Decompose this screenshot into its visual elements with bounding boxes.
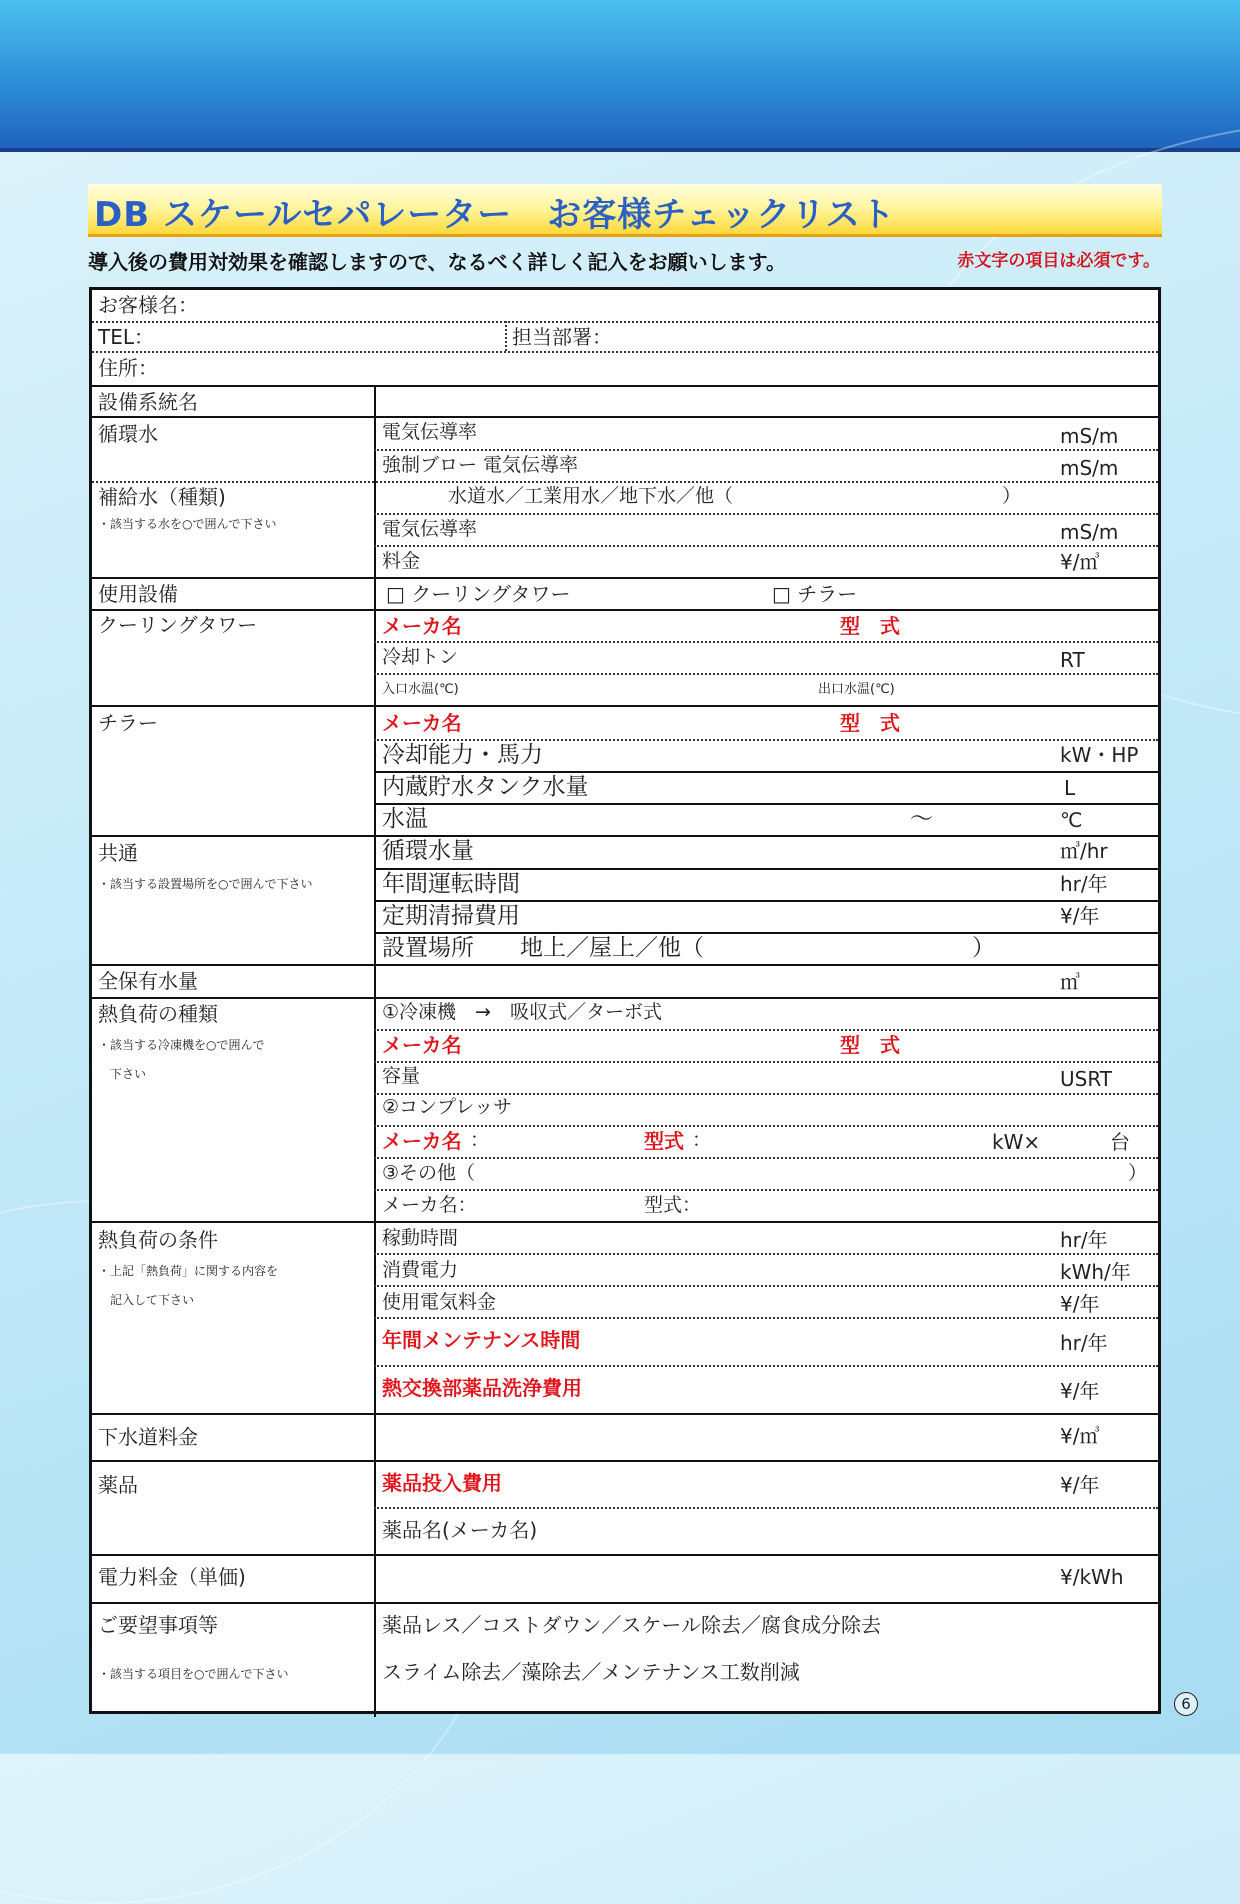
hl-refrigerator: ①冷凍機 → 吸収式／ターボ式 [382, 1001, 662, 1023]
row-line [374, 1125, 1158, 1127]
common-note: ・該当する設置場所を○で囲んで下さい [98, 877, 313, 891]
hl-capacity: 容量 [382, 1065, 421, 1087]
row-line [374, 803, 1158, 805]
row-line [374, 1061, 1158, 1063]
page-title: DB スケールセパレーター お客様チェックリスト [94, 195, 896, 235]
row-line [92, 835, 1158, 837]
heat-load-cond-note: ・上記「熱負荷」に関する内容を [98, 1264, 279, 1278]
row-line [374, 641, 1158, 643]
row-line [92, 1221, 1158, 1223]
address-label: 住所： [98, 356, 158, 380]
hl-other-close: ） [1128, 1162, 1148, 1184]
row-line [374, 1365, 1158, 1367]
hc-wash: 熱交換部薬品洗浄費用 [382, 1376, 582, 1400]
system-name-label: 設備系統名 [98, 390, 198, 414]
common-hours: 年間運転時間 [382, 871, 520, 897]
common-location: 設置場所 地上／屋上／他（ [382, 935, 704, 961]
makeup-conductivity: 電気伝導率 [382, 518, 478, 540]
hl-comp-maker-colon: ： [470, 1129, 490, 1151]
common-flow-unit: ㎥/hr [1060, 839, 1108, 863]
hl-model-label: 型 式 [840, 1033, 900, 1057]
row-line [92, 1554, 1158, 1556]
row-line [374, 449, 1158, 451]
hl-comp-kw: kW× [992, 1130, 1041, 1154]
makeup-conductivity-unit: mS/m [1060, 520, 1119, 544]
row-line [374, 771, 1158, 773]
common-label: 共通 [98, 841, 138, 865]
hl-comp-units: 台 [1110, 1130, 1130, 1154]
chiller-tank: 内蔵貯水タンク水量 [382, 774, 589, 800]
heat-load-type-note: ・該当する冷凍機を○で囲んで [98, 1038, 265, 1052]
row-line [374, 545, 1158, 547]
sewer-label: 下水道料金 [98, 1425, 198, 1449]
row-line [92, 351, 1158, 353]
required-note: 赤文字の項目は必須です。 [957, 251, 1160, 271]
row-line [92, 1460, 1158, 1462]
circ-conductivity-unit: mS/m [1060, 424, 1119, 448]
row-line [92, 321, 1158, 323]
hl-maker-label: メーカ名 [382, 1033, 462, 1057]
checklist-form [89, 287, 1161, 1714]
column-divider [374, 385, 376, 1717]
row-line [92, 577, 1158, 579]
row-line [374, 513, 1158, 515]
row-line [374, 1507, 1158, 1509]
hl-compressor: ②コンプレッサ [382, 1096, 513, 1118]
makeup-water-types-close: ） [1002, 485, 1022, 507]
makeup-fee-unit: ¥/㎥ [1060, 550, 1100, 574]
common-location-close: ） [972, 935, 995, 961]
total-water-label: 全保有水量 [98, 969, 198, 993]
row-line [374, 1093, 1158, 1095]
heat-load-type-label: 熱負荷の種類 [98, 1002, 218, 1026]
ct-inlet: 入口水温(℃) [382, 682, 459, 697]
chiller-label: チラー [98, 711, 158, 735]
row-line [92, 1413, 1158, 1415]
ct-ton: 冷却トン [382, 646, 459, 668]
hc-electricity-unit: ¥/年 [1060, 1292, 1100, 1316]
hc-power: 消費電力 [382, 1259, 459, 1281]
row-line [92, 416, 1158, 418]
power-rate-unit: ¥/kWh [1060, 1565, 1124, 1589]
common-cleaning-unit: ¥/年 [1060, 904, 1100, 928]
circulating-water-label: 循環水 [98, 422, 158, 446]
requests-label: ご要望事項等 [98, 1613, 218, 1637]
ct-model-label: 型 式 [840, 614, 900, 638]
row-line [374, 1189, 1158, 1191]
total-water-unit: ㎥ [1060, 970, 1080, 994]
equipment-label: 使用設備 [98, 582, 178, 606]
hl-comp-model-label: 型式 [644, 1129, 684, 1153]
sewer-unit: ¥/㎥ [1060, 1424, 1100, 1448]
hc-operation: 稼動時間 [382, 1227, 459, 1249]
row-line [92, 705, 1158, 707]
tel-dept-divider [505, 321, 507, 351]
heat-load-cond-note: 記入して下さい [110, 1293, 195, 1307]
common-flow: 循環水量 [382, 838, 474, 864]
hl-other: ③その他（ [382, 1162, 476, 1184]
hc-wash-unit: ¥/年 [1060, 1379, 1100, 1403]
hl-other-maker: メーカ名： [382, 1194, 477, 1216]
customer-name-label: お客様名： [98, 293, 198, 317]
chiller-temp: 水温 [382, 806, 428, 832]
common-hours-unit: hr/年 [1060, 872, 1108, 896]
hl-capacity-unit: USRT [1060, 1067, 1112, 1091]
row-line [374, 1029, 1158, 1031]
row-line [92, 964, 1158, 966]
row-line [374, 900, 1158, 902]
dept-label: 担当部署： [512, 325, 612, 349]
chiller-temp-unit: ℃ [1060, 808, 1083, 832]
title-bar [88, 184, 1162, 237]
ct-outlet: 出口水温(℃) [818, 682, 895, 697]
row-line [92, 481, 1158, 483]
hc-maintenance-unit: hr/年 [1060, 1331, 1108, 1355]
cooling-tower-label: クーリングタワー [98, 613, 258, 637]
hc-power-unit: kWh/年 [1060, 1260, 1131, 1284]
header-band [0, 0, 1240, 152]
page-number: 6 [1174, 1692, 1198, 1716]
row-line [92, 385, 1158, 387]
row-line [374, 1253, 1158, 1255]
circ-conductivity: 電気伝導率 [382, 421, 478, 443]
power-rate-label: 電力料金（単価) [98, 1565, 246, 1589]
circ-blow-unit: mS/m [1060, 456, 1119, 480]
makeup-water-label: 補給水（種類) [98, 485, 226, 509]
equipment-chiller-checkbox[interactable]: □ チラー [772, 582, 858, 606]
row-line [374, 1157, 1158, 1159]
chemicals-label: 薬品 [98, 1473, 138, 1497]
common-cleaning: 定期清掃費用 [382, 903, 520, 929]
makeup-fee: 料金 [382, 550, 421, 572]
chiller-capacity: 冷却能力・馬力 [382, 742, 543, 768]
ct-ton-unit: RT [1060, 648, 1085, 672]
chem-cost-unit: ¥/年 [1060, 1473, 1100, 1497]
row-line [374, 1317, 1158, 1319]
row-line [92, 1602, 1158, 1604]
chiller-model-label: 型 式 [840, 711, 900, 735]
circ-blow-conductivity: 強制ブロー 電気伝導率 [382, 454, 579, 476]
heat-load-cond-label: 熱負荷の条件 [98, 1228, 218, 1252]
row-line [92, 997, 1158, 999]
row-line [374, 673, 1158, 675]
ct-maker-label: メーカ名 [382, 614, 462, 638]
equipment-cooling-tower-checkbox[interactable]: □ クーリングタワー [386, 582, 571, 606]
chiller-capacity-unit: kW・HP [1060, 743, 1139, 767]
makeup-water-types: 水道水／工業用水／地下水／他（ [448, 485, 734, 507]
makeup-water-note: ・該当する水を○で囲んで下さい [98, 517, 277, 531]
hc-maintenance: 年間メンテナンス時間 [382, 1328, 581, 1352]
hl-other-model: 型式： [644, 1194, 702, 1216]
heat-load-type-note: 下さい [110, 1067, 147, 1081]
hl-comp-model-colon: ： [692, 1129, 712, 1151]
row-line [374, 932, 1158, 934]
hl-comp-maker-label: メーカ名 [382, 1129, 462, 1153]
requests-line1: 薬品レス／コストダウン／スケール除去／腐食成分除去 [382, 1613, 881, 1637]
tel-label: TEL： [98, 325, 154, 349]
requests-note: ・該当する項目を○で囲んで下さい [98, 1667, 289, 1681]
chiller-tank-unit: L [1064, 776, 1076, 800]
row-line [374, 868, 1158, 870]
chiller-maker-label: メーカ名 [382, 711, 462, 735]
row-line [374, 739, 1158, 741]
row-line [92, 609, 1158, 611]
chiller-temp-sep: ～ [910, 806, 933, 832]
requests-line2: スライム除去／藻除去／メンテナンス工数削減 [382, 1660, 800, 1684]
chem-cost: 薬品投入費用 [382, 1471, 502, 1495]
subtitle: 導入後の費用対効果を確認しますので、なるべく詳しく記入をお願いします。 [88, 250, 786, 274]
chem-name: 薬品名(メーカ名) [382, 1518, 538, 1542]
hc-operation-unit: hr/年 [1060, 1228, 1108, 1252]
row-line [374, 1285, 1158, 1287]
hc-electricity: 使用電気料金 [382, 1291, 497, 1313]
